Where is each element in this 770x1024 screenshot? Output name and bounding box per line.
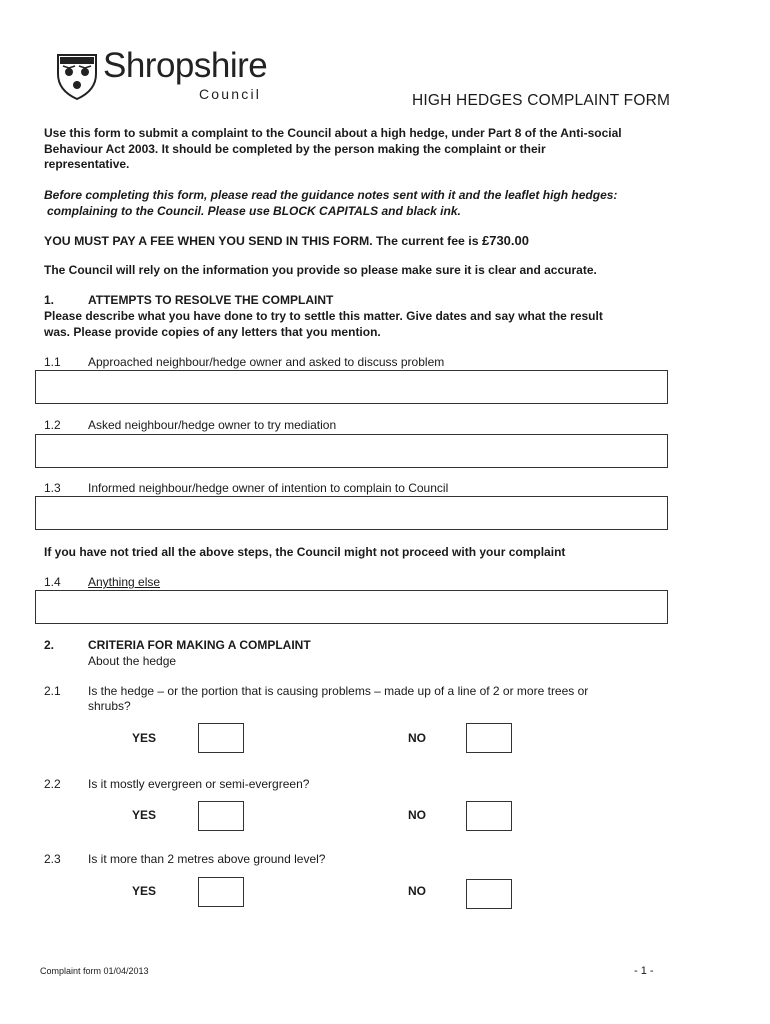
item-1-3-number: 1.3	[44, 481, 61, 495]
intro-text	[44, 126, 622, 173]
q2-2-no-label: NO	[408, 808, 426, 822]
q2-1-no-checkbox[interactable]	[466, 723, 512, 753]
logo-council: Council	[199, 86, 262, 102]
q2-2-yes-checkbox[interactable]	[198, 801, 244, 831]
accuracy-note: The Council will rely on the information you provide so please make sure it is clear and accurate.	[44, 263, 597, 277]
guidance-text	[44, 188, 617, 219]
section2-number: 2.	[44, 638, 55, 652]
fee-amount: £730.00	[481, 233, 529, 248]
q2-3-yes-label: YES	[132, 884, 157, 898]
section1-desc-line-1: Please describe what you have done to try to settle this matter. Give dates and say what the result	[44, 309, 603, 323]
intro-line-1: Use this form to submit a complaint to the Council about a high hedge, under Part 8 of the Anti-social	[44, 126, 622, 140]
item-1-2-number: 1.2	[44, 418, 61, 432]
shield-crest-icon	[55, 52, 99, 100]
question-2-3-number: 2.3	[44, 852, 61, 866]
question-2-1-number: 2.1	[44, 684, 61, 698]
section1-heading: ATTEMPTS TO RESOLVE THE COMPLAINT	[88, 293, 334, 307]
question-2-1-text	[88, 684, 588, 714]
fee-notice	[44, 233, 529, 250]
q2-3-no-label: NO	[408, 884, 426, 898]
intro-line-2: Behaviour Act 2003. It should be completed by the person making the complaint or their	[44, 141, 546, 156]
q2-3-no-checkbox[interactable]	[466, 879, 512, 909]
item-1-1-label: Approached neighbour/hedge owner and asked to discuss problem	[88, 355, 445, 369]
section1-desc-line-2: was. Please provide copies of any letters that you mention.	[44, 324, 381, 339]
question-2-1-line-2: shrubs?	[88, 699, 131, 713]
item-1-2-answer-box[interactable]	[35, 434, 668, 468]
q2-1-yes-checkbox[interactable]	[198, 723, 244, 753]
logo-name: Shropshire	[103, 46, 268, 85]
item-1-1-number: 1.1	[44, 355, 61, 369]
q2-3-yes-checkbox[interactable]	[198, 877, 244, 907]
section1-number: 1.	[44, 293, 55, 307]
page-title: HIGH HEDGES COMPLAINT FORM	[412, 92, 671, 109]
question-2-2-number: 2.2	[44, 777, 61, 791]
item-1-4-answer-box[interactable]	[35, 590, 668, 624]
section2-subheading: About the hedge	[88, 654, 177, 668]
item-1-2-label: Asked neighbour/hedge owner to try mediation	[88, 418, 337, 432]
item-1-4-label	[88, 575, 160, 590]
intro-line-3: representative.	[44, 157, 130, 171]
item-1-4-label-text: Anything else	[88, 575, 161, 589]
fee-text: YOU MUST PAY A FEE WHEN YOU SEND IN THIS FORM. The current fee is	[44, 234, 479, 248]
item-1-1-answer-box[interactable]	[35, 370, 668, 404]
section1-warning: If you have not tried all the above steps, the Council might not proceed with your complaint	[44, 545, 566, 559]
council-logo	[55, 46, 285, 102]
item-1-3-label: Informed neighbour/hedge owner of intention to complain to Council	[88, 481, 449, 495]
item-1-4-number: 1.4	[44, 575, 61, 589]
q2-1-yes-label: YES	[132, 731, 157, 745]
page-number: - 1 -	[634, 965, 654, 977]
footer-left: Complaint form 01/04/2013	[40, 966, 149, 976]
section1-description	[44, 309, 603, 340]
question-2-3-text: Is it more than 2 metres above ground level?	[88, 852, 326, 866]
q2-2-no-checkbox[interactable]	[466, 801, 512, 831]
q2-2-yes-label: YES	[132, 808, 157, 822]
question-2-1-line-1: Is the hedge – or the portion that is causing problems – made up of a line of 2 or more trees or	[88, 684, 589, 698]
guidance-line-1: Before completing this form, please read the guidance notes sent with it and the leaflet high hedges:	[44, 188, 618, 202]
question-2-2-text: Is it mostly evergreen or semi-evergreen?	[88, 777, 310, 791]
item-1-3-answer-box[interactable]	[35, 496, 668, 530]
q2-1-no-label: NO	[408, 731, 426, 745]
section2-heading: CRITERIA FOR MAKING A COMPLAINT	[88, 638, 311, 652]
guidance-line-2: complaining to the Council. Please use BLOCK CAPITALS and black ink.	[47, 203, 461, 218]
